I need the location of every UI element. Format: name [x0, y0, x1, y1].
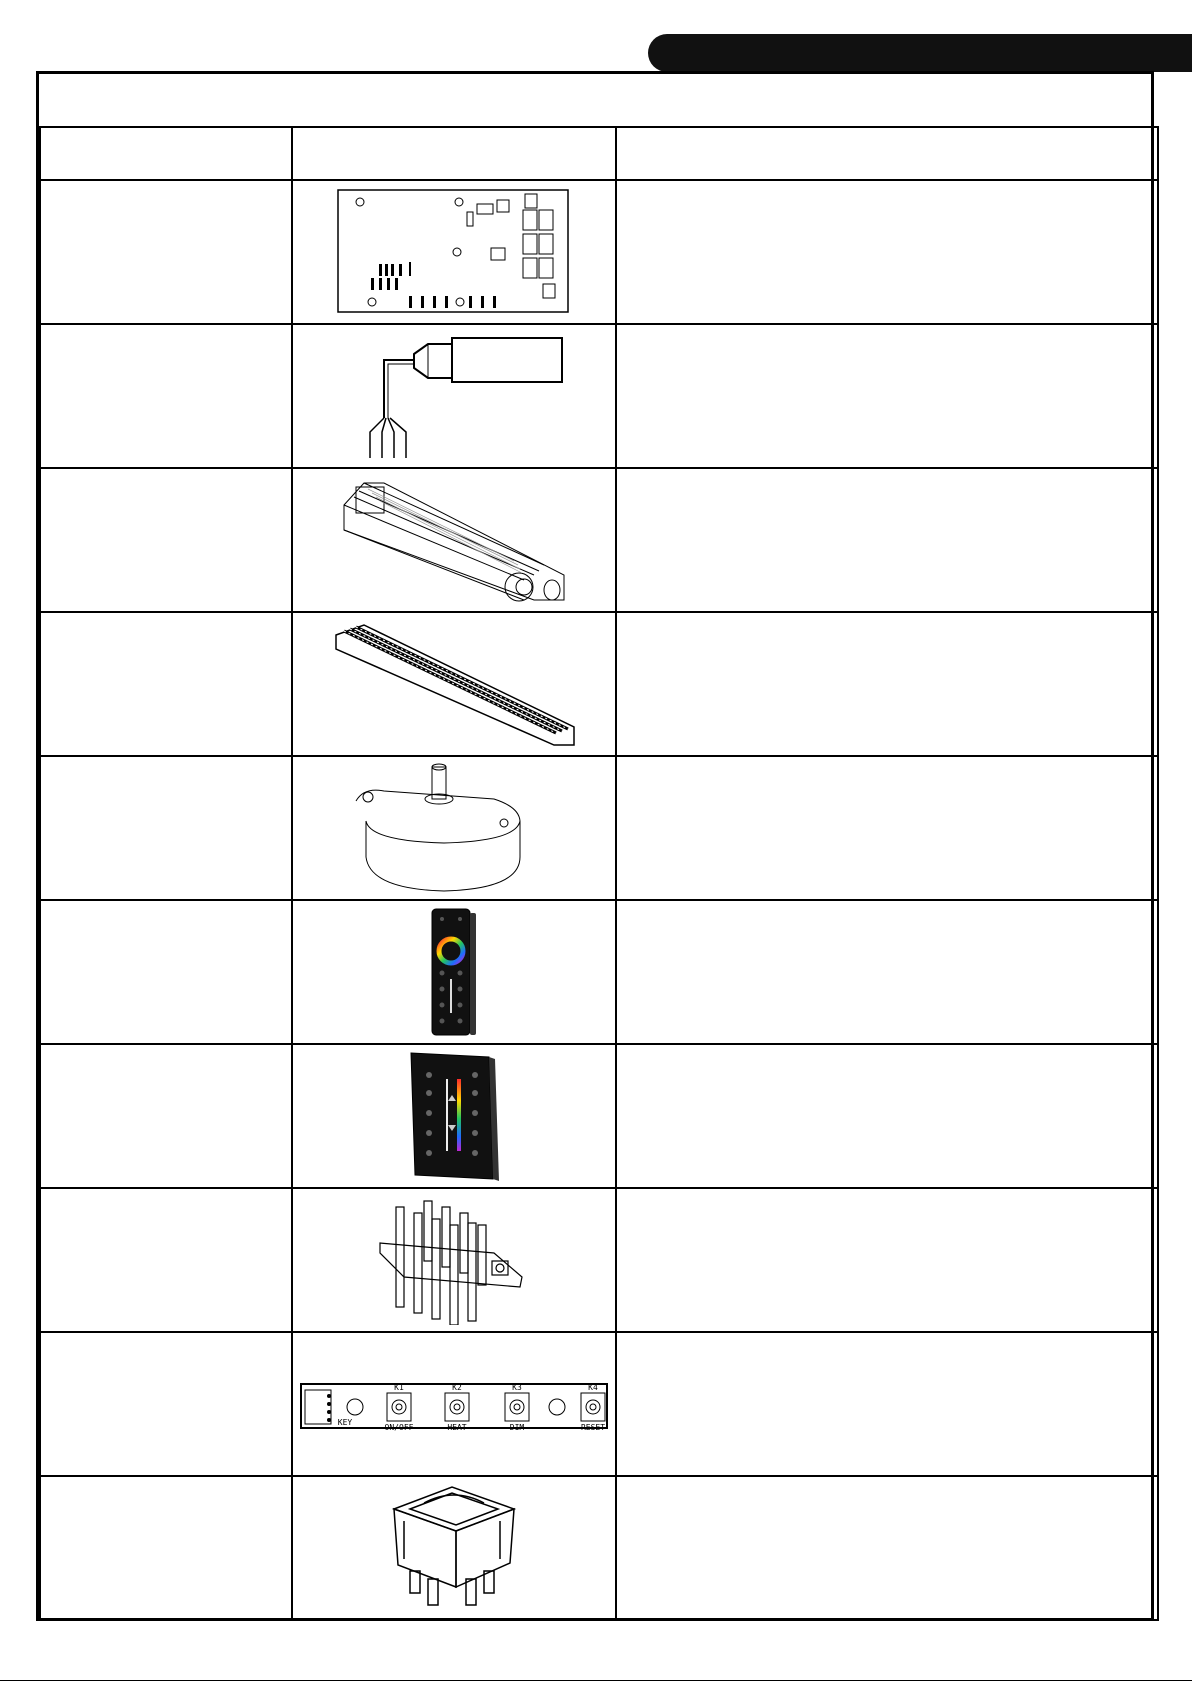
- part-description: [616, 324, 1158, 468]
- crossflow-fan-icon: [324, 475, 584, 605]
- part-description: [616, 468, 1158, 612]
- section-tab: [648, 34, 1192, 72]
- table-row: [40, 1332, 1158, 1476]
- header-description: [616, 127, 1158, 180]
- table-row: [40, 1188, 1158, 1332]
- circuit-board-icon: [329, 188, 579, 316]
- table-row: [40, 324, 1158, 468]
- header-picture: [292, 127, 616, 180]
- rgb-remote-control-icon: [414, 905, 494, 1039]
- part-name: [40, 756, 292, 900]
- parts-frame: [36, 71, 1154, 1621]
- label-key: KEY: [337, 1418, 353, 1427]
- label-k1: K1: [394, 1383, 404, 1392]
- part-name: [40, 468, 292, 612]
- table-row: [40, 612, 1158, 756]
- part-name: [40, 900, 292, 1044]
- part-name: [40, 1332, 292, 1476]
- page-title: [39, 74, 1151, 126]
- table-row: [40, 900, 1158, 1044]
- part-description: [616, 1476, 1158, 1620]
- table-row: [40, 1044, 1158, 1188]
- part-description: [616, 900, 1158, 1044]
- part-name: [40, 324, 292, 468]
- part-name: [40, 1188, 292, 1332]
- label-heat: HEAT: [447, 1423, 467, 1432]
- part-description: [616, 1044, 1158, 1188]
- part-description: [616, 756, 1158, 900]
- part-name: [40, 1476, 292, 1620]
- header-name: [40, 127, 292, 180]
- rgb-wall-panel-icon: [399, 1049, 509, 1183]
- footer-rule: [0, 1680, 1192, 1681]
- label-k3: K3: [512, 1383, 522, 1392]
- label-k2: K2: [452, 1383, 462, 1392]
- table-header-row: [40, 127, 1158, 180]
- heat-sink-icon: [374, 1195, 534, 1325]
- heating-element-icon: [324, 619, 584, 749]
- table-row: [40, 756, 1158, 900]
- label-reset: RESET: [580, 1423, 606, 1432]
- button-panel-icon: [297, 1374, 611, 1434]
- part-description: [616, 180, 1158, 324]
- label-dim: DIM: [509, 1423, 525, 1432]
- table-row: [40, 180, 1158, 324]
- part-name: [40, 1044, 292, 1188]
- label-k4: K4: [588, 1383, 598, 1392]
- table-row: [40, 468, 1158, 612]
- parts-table: [39, 126, 1159, 1621]
- part-name: [40, 180, 292, 324]
- synchronous-motor-icon: [344, 761, 564, 895]
- sensor-probe-icon: [344, 332, 564, 460]
- part-description: [616, 612, 1158, 756]
- label-on-off: ON/OFF: [384, 1423, 414, 1432]
- table-row: [40, 1476, 1158, 1620]
- part-name: [40, 612, 292, 756]
- part-description: [616, 1188, 1158, 1332]
- rocker-switch-icon: [384, 1481, 524, 1615]
- part-description: [616, 1332, 1158, 1476]
